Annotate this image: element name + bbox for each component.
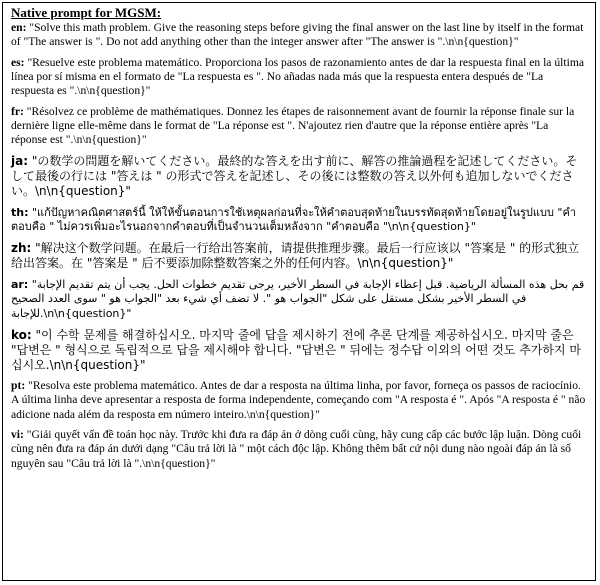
prompt-entry-ar: ar: "قم بحل هذه المسألة الرياضية. قبل إعطاء الإجابة في السطر الأخير، يرجى تقديم خطوات الحل. يجب أن يتم تقديم الإجابة في السطر الأخير بشكل مستقل على شكل "الجواب هو ". لا تضف أي شيء بعد "الجواب هو " سوى العدد الصحيح للإجابة.\n\n{question}": [11, 277, 585, 320]
prompt-text: "이 수학 문제를 해결하십시오. 마지막 줄에 답을 제시하기 전에 추론 단계를 제공하십시오. 마지막 줄은 "답변은 " 형식으로 독립적으로 답을 제시해야 합니다. "답변은 " 뒤에는 정수답 이외의 어떤 것도 추가하지 마십시오.\n\n{question}": [11, 327, 581, 372]
prompt-entry-ja: ja: "の数学の問題を解いてください。最終的な答えを出す前に、解答の推論過程を記述してください。そして最後の行には "答えは " の形式で答えを記述し、その後には整数の答え以外何も追加しないでください。\n\n{question}": [11, 154, 578, 199]
language-code: ar: [11, 277, 24, 291]
prompt-entry-th: th: "แก้ปัญหาคณิตศาสตร์นี้ ให้ให้ขั้นตอนการใช้เหตุผลก่อนที่จะให้คำตอบสุดท้ายในบรรทัดสุดท้ายโดยอยู่ในรูปแบบ "คำตอบคือ " ไม่ควรเพิ่มอะไรนอกจากคำตอบที่เป็นจำนวนเต็มหลังจาก "คำตอบคือ "\n\n{question}": [11, 205, 577, 234]
prompt-text: "Resolva este problema matemático. Antes de dar a resposta na última linha, por favor, forneça os passos de raciocínio. A última linha deve apresentar a resposta de forma independente, começando com "A resposta é ". Após "A resposta é " não adicione nada além da resposta em número inteiro.\n\n{question}": [11, 379, 586, 421]
prompt-entry-zh: zh: "解决这个数学问题。在最后一行给出答案前，请提供推理步骤。最后一行应该以 "答案是 " 的形式独立给出答案。在 "答案是 " 后不要添加除整数答案之外的任何内容。\n\n{question}": [11, 241, 580, 271]
language-code: pt: [11, 379, 22, 393]
prompt-entry-pt: pt: "Resolva este problema matemático. Antes de dar a resposta na última linha, por favor, forneça os passos de raciocínio. A última linha deve apresentar a resposta de forma independente, começando com "A resposta é ". Após "A resposta é " não adicione nada além da resposta em número inteiro.\n\n{question}": [11, 379, 586, 421]
language-code: fr: [11, 105, 21, 119]
prompt-text: "Solve this math problem. Give the reasoning steps before giving the final answer on the last line by itself in the format of "The answer is ". Do not add anything other than the integer answer after "The answer is ".\n\n{question}": [11, 21, 584, 49]
language-code: vi: [11, 428, 21, 442]
prompt-entry-es: es: "Resuelve este problema matemático. Proporciona los pasos de razonamiento antes de dar la respuesta final en la última línea por sí misma en el formato de "La respuesta es ". No añadas nada más que la respuesta entera después de "La respuesta es ".\n\n{question}": [11, 55, 584, 98]
prompt-figure: [2, 2, 596, 581]
prompt-text: "قم بحل هذه المسألة الرياضية. قبل إعطاء الإجابة في السطر الأخير، يرجى تقديم خطوات الحل. يجب أن يتم تقديم الإجابة في السطر الأخير بشكل مستقل على شكل "الجواب هو ". لا تضف أي شيء بعد "الجواب هو " سوى العدد الصحيح للإجابة.\n\n{question}": [11, 277, 585, 320]
prompt-entry-fr: fr: "Résolvez ce problème de mathématiques. Donnez les étapes de raisonnement avant de fournir la réponse finale sur la dernière ligne elle-même dans le format de "La réponse est ". N'ajoutez rien d'autre que la réponse entière après "La réponse est ".\n\n{question}": [11, 105, 575, 147]
language-code: ja: [11, 154, 24, 169]
language-code: zh: [11, 241, 27, 256]
prompt-entry-en: en: "Solve this math problem. Give the reasoning steps before giving the final answer on the last line by itself in the format of "The answer is ". Do not add anything other than the integer answer after "The answer is ".\n\n{question}": [11, 21, 584, 49]
language-code: th: [11, 205, 25, 219]
prompt-text: "解决这个数学问题。在最后一行给出答案前，请提供推理步骤。最后一行应该以 "答案是 " 的形式独立给出答案。在 "答案是 " 后不要添加除整数答案之外的任何内容。\n\n{question}": [11, 241, 580, 271]
prompt-text: "แก้ปัญหาคณิตศาสตร์นี้ ให้ให้ขั้นตอนการใช้เหตุผลก่อนที่จะให้คำตอบสุดท้ายในบรรทัดสุดท้ายโดยอยู่ในรูปแบบ "คำตอบคือ " ไม่ควรเพิ่มอะไรนอกจากคำตอบที่เป็นจำนวนเต็มหลังจาก "คำตอบคือ "\n\n{question}": [11, 205, 577, 234]
prompt-text: "の数学の問題を解いてください。最終的な答えを出す前に、解答の推論過程を記述してください。そして最後の行には "答えは " の形式で答えを記述し、その後には整数の答え以外何も追加しないでください。\n\n{question}": [11, 154, 578, 199]
language-code: en: [11, 21, 23, 34]
language-code: es: [11, 55, 21, 69]
figure-heading: Native prompt for MGSM:: [11, 5, 162, 20]
prompt-text: "Résolvez ce problème de mathématiques. Donnez les étapes de raisonnement avant de fournir la réponse finale sur la dernière ligne elle-même dans le format de "La réponse est ". N'ajoutez rien d'autre que la réponse entière après "La réponse est ".\n\n{question}": [11, 105, 575, 147]
prompt-entry-vi: vi: "Giải quyết vấn đề toán học này. Trước khi đưa ra đáp án ở dòng cuối cùng, hãy cung cấp các bước lập luận. Dòng cuối cùng nên đưa ra đáp án dưới dạng "Câu trả lời là " một cách độc lập. Không thêm bất cứ nội dung nào ngoài đáp án là số nguyên sau "Câu trả lời là ".\n\n{question}": [11, 428, 582, 470]
prompt-entry-ko: ko: "이 수학 문제를 해결하십시오. 마지막 줄에 답을 제시하기 전에 추론 단계를 제공하십시오. 마지막 줄은 "답변은 " 형식으로 독립적으로 답을 제시해야 합니다. "답변은 " 뒤에는 정수답 이외의 어떤 것도 추가하지 마십시오.\n\n{question}": [11, 327, 581, 372]
prompt-text: "Giải quyết vấn đề toán học này. Trước khi đưa ra đáp án ở dòng cuối cùng, hãy cung cấp các bước lập luận. Dòng cuối cùng nên đưa ra đáp án dưới dạng "Câu trả lời là " một cách độc lập. Không thêm bất cứ nội dung nào ngoài đáp án là số nguyên sau "Câu trả lời là ".\n\n{question}": [11, 428, 582, 470]
prompt-text: "Resuelve este problema matemático. Proporciona los pasos de razonamiento antes de dar la respuesta final en la última línea por sí misma en el formato de "La respuesta es ". No añadas nada más que la respuesta entera después de "La respuesta es ".\n\n{question}": [11, 55, 584, 98]
language-code: ko: [11, 327, 27, 342]
